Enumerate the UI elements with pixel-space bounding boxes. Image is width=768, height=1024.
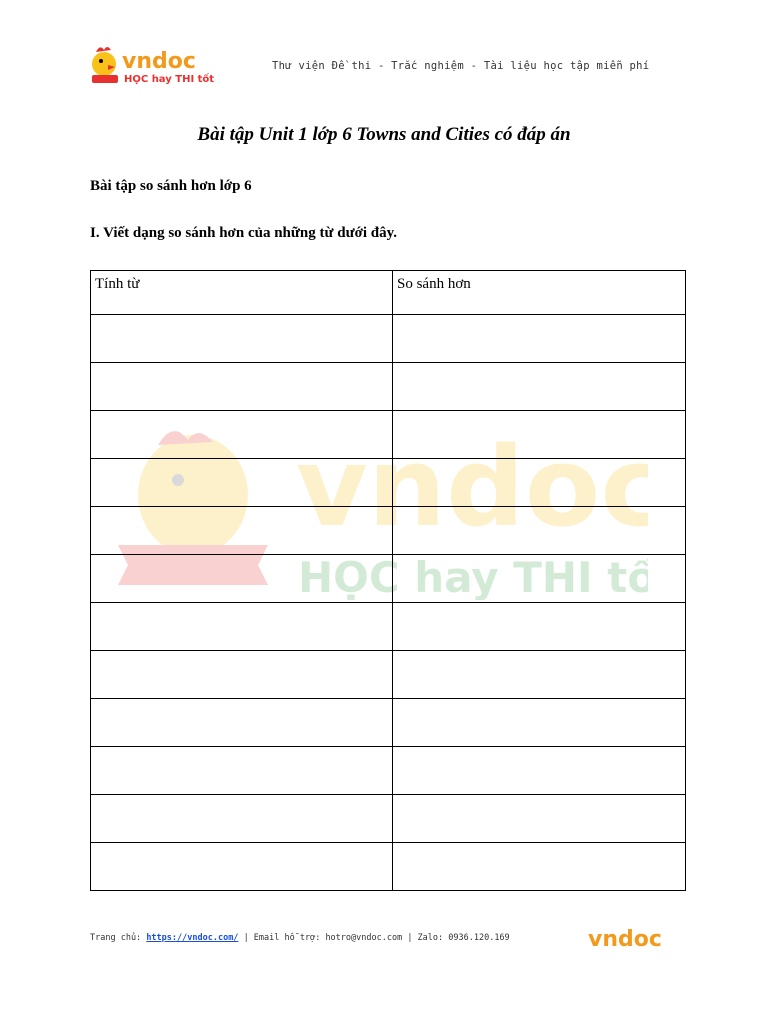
table-row [91, 555, 686, 603]
header-adjective: Tính từ [91, 271, 393, 315]
adjective-cell[interactable] [91, 507, 393, 555]
comparative-cell[interactable] [393, 507, 686, 555]
adjective-cell[interactable] [91, 699, 393, 747]
section-subtitle: Bài tập so sánh hơn lớp 6 [90, 178, 252, 194]
adjective-cell[interactable] [91, 747, 393, 795]
table-row [91, 699, 686, 747]
adjective-cell[interactable] [91, 795, 393, 843]
comparative-cell[interactable] [393, 411, 686, 459]
table-row [91, 411, 686, 459]
table-header-row [91, 271, 686, 315]
page-footer [90, 933, 510, 943]
footer-contact-info: | Email hỗ trợ: hotro@vndoc.com | Zalo: 0936.120.169 [243, 933, 510, 943]
comparative-cell[interactable] [393, 315, 686, 363]
adjective-cell[interactable] [91, 315, 393, 363]
comparative-cell[interactable] [393, 843, 686, 891]
header-comparative: So sánh hơn [393, 271, 686, 315]
header-logo[interactable] [88, 42, 238, 88]
table-row [91, 651, 686, 699]
table-row [91, 603, 686, 651]
comparative-cell[interactable] [393, 651, 686, 699]
adjective-cell[interactable] [91, 411, 393, 459]
comparative-cell[interactable] [393, 459, 686, 507]
logo-graphic [88, 42, 238, 88]
footer-logo-text: vndoc [588, 927, 662, 952]
header-tagline: Thư viện Đề thi - Trắc nghiệm - Tài liệu học tập miễn phí [272, 60, 650, 72]
footer-logo[interactable] [588, 924, 680, 952]
adjective-cell[interactable] [91, 651, 393, 699]
adjective-cell[interactable] [91, 603, 393, 651]
table-row [91, 507, 686, 555]
logo-slogan-text: HỌC hay THI tốt [124, 74, 215, 85]
comparative-cell[interactable] [393, 603, 686, 651]
adjective-cell[interactable] [91, 363, 393, 411]
adjective-cell[interactable] [91, 555, 393, 603]
watermark-brand-text: vndoc [296, 423, 648, 551]
adjective-cell[interactable] [91, 459, 393, 507]
table-row [91, 315, 686, 363]
table-row [91, 459, 686, 507]
footer-home-label: Trang chủ: [90, 933, 142, 943]
exercise-instruction: I. Viết dạng so sánh hơn của những từ dưới đây. [90, 225, 398, 241]
watermark-slogan-text: HỌC hay THI tốt [298, 553, 648, 600]
table-row [91, 363, 686, 411]
footer-home-link[interactable]: https://vndoc.com/ [146, 933, 239, 943]
comparative-cell[interactable] [393, 699, 686, 747]
logo-brand-text: vndoc [122, 49, 196, 74]
comparative-cell[interactable] [393, 555, 686, 603]
comparative-cell[interactable] [393, 363, 686, 411]
comparative-cell[interactable] [393, 747, 686, 795]
adjective-cell[interactable] [91, 843, 393, 891]
comparative-cell[interactable] [393, 795, 686, 843]
table-row [91, 843, 686, 891]
table-row [91, 747, 686, 795]
answer-table [90, 270, 686, 891]
document-title: Bài tập Unit 1 lớp 6 Towns and Cities có đáp án [197, 124, 571, 145]
table-row [91, 795, 686, 843]
